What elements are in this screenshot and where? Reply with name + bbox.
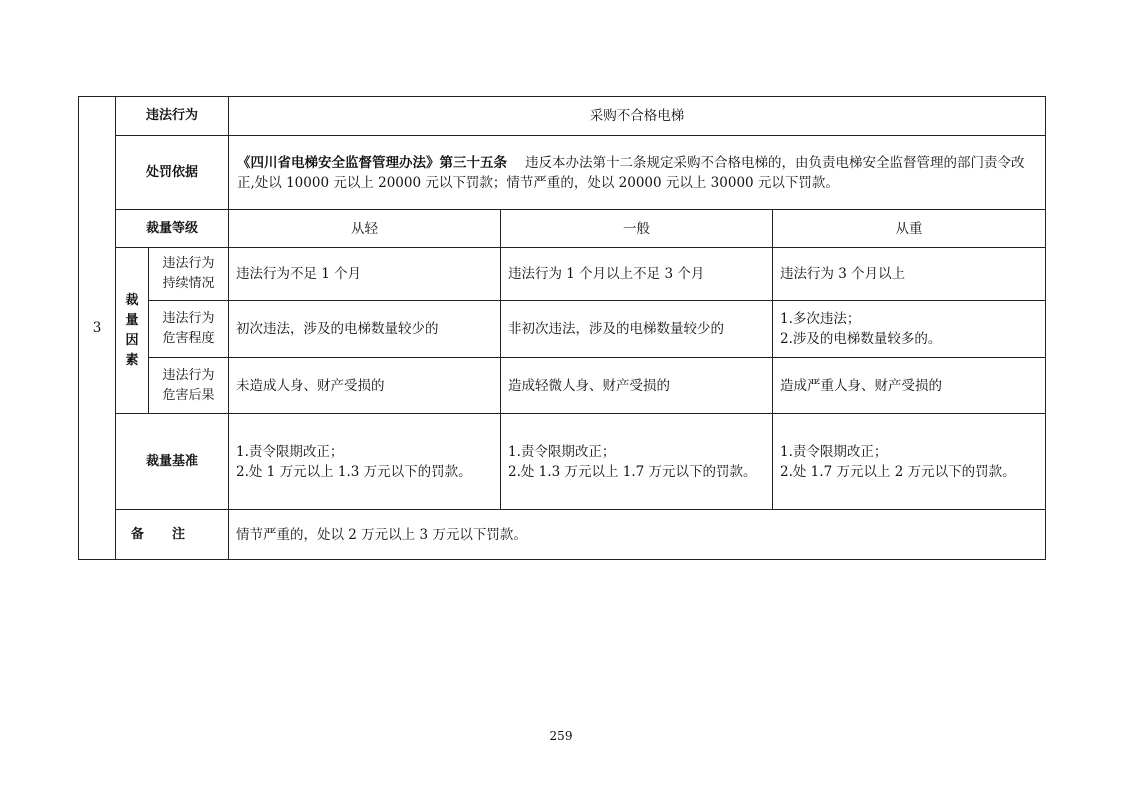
grade-light: 从轻 (229, 210, 501, 248)
discretion-table (78, 96, 1046, 560)
grade-label: 裁量等级 (116, 210, 229, 248)
factor-duration-light: 违法行为不足 1 个月 (229, 248, 501, 301)
basis-law-title: 《四川省电梯安全监督管理办法》第三十五条 (237, 154, 508, 171)
factor-consequence-general: 造成轻微人身、财产受损的 (501, 358, 773, 414)
factor-duration-general: 违法行为 1 个月以上不足 3 个月 (501, 248, 773, 301)
row-number-cell: 3 (79, 97, 116, 560)
grade-heavy: 从重 (773, 210, 1046, 248)
standard-light: 1.责令限期改正； 2.处 1 万元以上 1.3 万元以下的罚款。 (229, 414, 501, 510)
factors-label: 裁 量 因 素 (116, 248, 149, 414)
factor-consequence-label: 违法行为 危害后果 (149, 358, 229, 414)
factor-duration-label: 违法行为 持续情况 (149, 248, 229, 301)
standard-label: 裁量基准 (116, 414, 229, 510)
factor-duration-heavy: 违法行为 3 个月以上 (773, 248, 1046, 301)
page-number: 259 (549, 729, 573, 743)
factor-severity-general: 非初次违法，涉及的电梯数量较少的 (501, 301, 773, 358)
grade-general: 一般 (501, 210, 773, 248)
violation-label: 违法行为 (116, 97, 229, 136)
note-value: 情节严重的，处以 2 万元以上 3 万元以下罚款。 (229, 510, 1046, 560)
factor-consequence-light: 未造成人身、财产受损的 (229, 358, 501, 414)
factor-consequence-heavy: 造成严重人身、财产受损的 (773, 358, 1046, 414)
standard-general: 1.责令限期改正； 2.处 1.3 万元以上 1.7 万元以下的罚款。 (501, 414, 773, 510)
factor-severity-heavy: 1.多次违法； 2.涉及的电梯数量较多的。 (773, 301, 1046, 358)
basis-label: 处罚依据 (116, 136, 229, 210)
basis-value (229, 136, 1046, 210)
basis-text: 违反本办法第十二条规定采购不合格电梯的，由负责电梯安全监督管理的部门责令改正,处以 10000 元以上 20000 元以下罚款；情节严重的，处以 20000 元以上 30000 元以下罚款。 (237, 154, 1025, 191)
standard-heavy: 1.责令限期改正； 2.处 1.7 万元以上 2 万元以下的罚款。 (773, 414, 1046, 510)
note-label: 备注 (116, 510, 229, 560)
violation-value: 采购不合格电梯 (229, 97, 1046, 136)
factor-severity-label: 违法行为 危害程度 (149, 301, 229, 358)
factor-severity-light: 初次违法，涉及的电梯数量较少的 (229, 301, 501, 358)
